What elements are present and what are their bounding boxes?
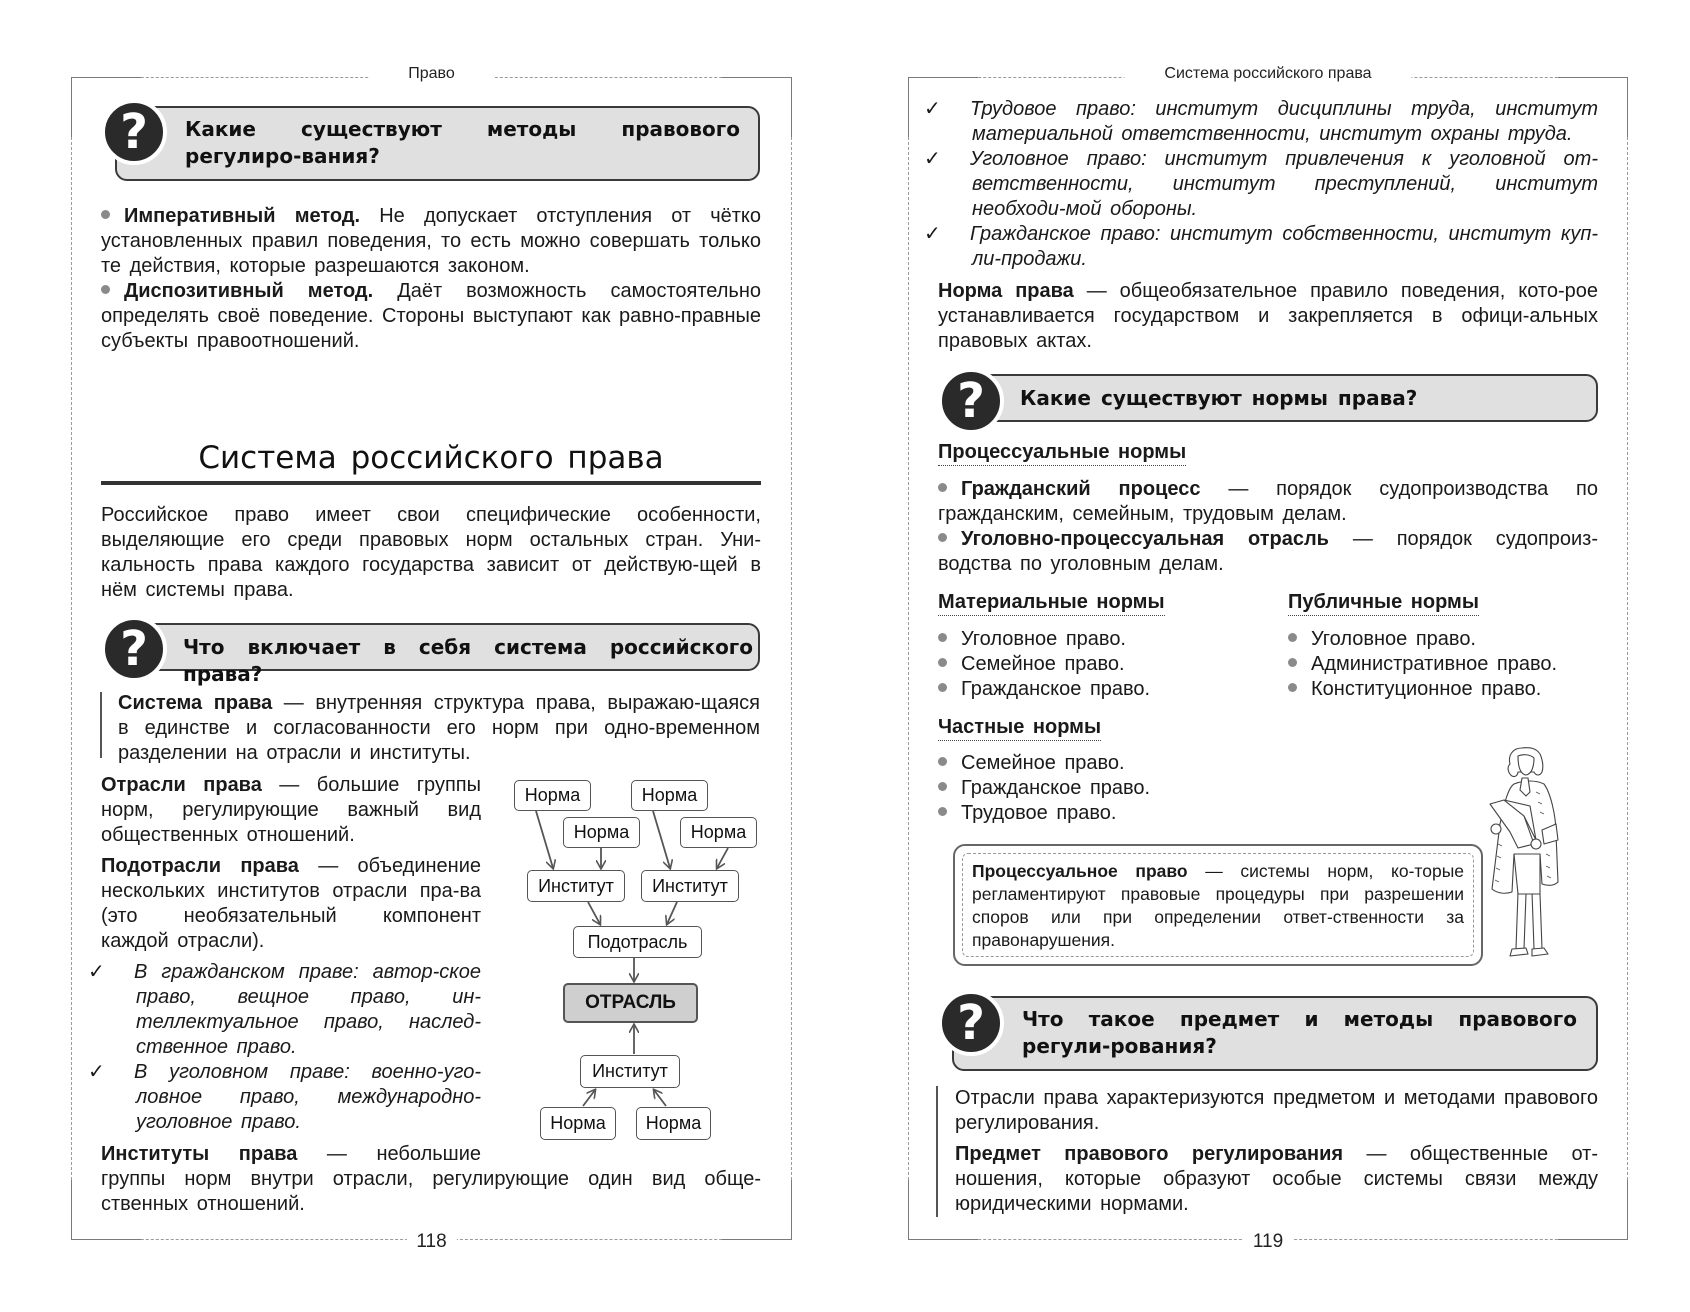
subject-definition (955, 1142, 1598, 1217)
diagram-subbranch: Подотрасль (573, 926, 702, 958)
question-box-norms (980, 374, 1598, 422)
diagram-norm: Норма (631, 780, 708, 811)
subheading-procedural: Процессуальные нормы (938, 440, 1186, 466)
question-box-system (143, 623, 760, 686)
diagram-norm: Норма (680, 817, 757, 848)
bullet-icon (1288, 633, 1297, 642)
public-item (1288, 652, 1557, 677)
procedural-criminal (938, 527, 1598, 577)
private-item (938, 776, 1150, 801)
diagram-norm: Норма (563, 817, 640, 848)
subbranches-definition (101, 854, 481, 954)
question-mark-icon: ? (938, 368, 1004, 434)
page-frame-left (908, 77, 909, 1240)
definition: — небольшие (297, 1143, 482, 1165)
checkmark-icon: ✓ (924, 98, 941, 120)
subheading-public: Публичные нормы (1288, 590, 1479, 616)
procedural-law-definition (972, 860, 1464, 952)
example-text: Гражданское право: институт собственности, институт куп-ли-продажи. (970, 223, 1598, 270)
item-text: Административное право. (1311, 653, 1558, 675)
term: Норма права (938, 280, 1074, 302)
quote-bar (100, 692, 102, 758)
diagram-institute: Институт (580, 1055, 680, 1088)
term: Система права (118, 692, 273, 714)
term: Предмет правового регулирования (955, 1143, 1344, 1165)
diagram-norm: Норма (636, 1107, 711, 1140)
item-text: Трудовое право. (961, 802, 1117, 824)
item-text: Конституционное право. (1311, 678, 1542, 700)
bullet-icon (938, 658, 947, 667)
checkmark-icon: ✓ (924, 223, 941, 245)
diagram-institute: Институт (641, 870, 739, 902)
page-frame-right (1627, 77, 1628, 1240)
definition: — общественные от-ношения, которые образуют особые системы связи между юридическими нормами. (955, 1143, 1598, 1215)
term: Гражданский процесс (961, 478, 1201, 500)
system-definition (118, 691, 760, 766)
example-text: В гражданском праве: автор-ское право, вещное право, ин-теллектуальное право, наслед-ственное право. (134, 961, 481, 1058)
subheading-private: Частные нормы (938, 715, 1101, 741)
public-item (1288, 627, 1476, 652)
section-title: Система российского права (198, 440, 664, 476)
diagram-branch: ОТРАСЛЬ (563, 983, 698, 1023)
norm-definition (938, 279, 1598, 354)
bullet-icon (101, 210, 110, 219)
method-imperative (101, 204, 761, 279)
term: Институты права (101, 1143, 298, 1165)
material-item (938, 677, 1150, 702)
item-text: Уголовное право. (1311, 628, 1476, 650)
term: Диспозитивный метод. (124, 280, 374, 302)
branches-definition (101, 773, 481, 848)
example-text: Уголовное право: институт привлечения к уголовной от-ветственности, институт преступлений, институт необходи-мой обороны. (970, 148, 1598, 220)
diagram-institute: Институт (527, 870, 625, 902)
definition: — порядок судопроизводства по гражданским, семейным, трудовым делам. (938, 478, 1599, 525)
page-number: 119 (1243, 1231, 1293, 1253)
bullet-icon (938, 757, 947, 766)
subbranch-example-criminal (88, 1060, 481, 1135)
definition: — системы норм, ко-торые регламентируют правовые процедуры при разрешении споров или при определении ответ-ственности за правонарушения. (972, 861, 1464, 950)
subheading-material: Материальные нормы (938, 590, 1165, 616)
procedural-civil (938, 477, 1598, 527)
section-title-rule (101, 481, 761, 485)
item-text: Уголовное право. (961, 628, 1126, 650)
private-item (938, 801, 1116, 826)
bullet-icon (938, 807, 947, 816)
item-text: Гражданское право. (961, 777, 1151, 799)
item-text: Семейное право. (961, 752, 1125, 774)
question-mark-icon: ? (101, 616, 167, 682)
public-item (1288, 677, 1541, 702)
material-item (938, 627, 1126, 652)
page-number: 118 (406, 1231, 456, 1253)
question-text: Какие существуют нормы права? (1020, 386, 1418, 410)
checkmark-icon: ✓ (924, 148, 941, 170)
man-reading-book-illustration (1484, 744, 1574, 969)
institutes-definition-continued: группы норм внутри отрасли, регулирующие один вид обще-ственных отношений. (101, 1168, 761, 1215)
example-text: Трудовое право: институт дисциплины труда, институт материальной ответственности, институт охраны труда. (970, 98, 1598, 145)
material-item (938, 652, 1125, 677)
bullet-icon (938, 533, 947, 542)
private-item (938, 751, 1125, 776)
definition: Не допускает отступления от чётко установленных правил поведения, то есть можно совершать только те действия, которые разрешаются законом. (101, 205, 762, 277)
example-text: В уголовном праве: военно-уго-ловное право, международно-уголовное право. (134, 1061, 481, 1133)
question-box-subject-methods (952, 996, 1598, 1071)
term: Подотрасли права (101, 855, 299, 877)
running-head: Право (368, 65, 495, 83)
term: Отрасли права (101, 774, 262, 796)
definition: — объединение нескольких институтов отрасли пра-ва (это необязательный компонент каждой отрасли). (101, 855, 481, 952)
bullet-icon (1288, 683, 1297, 692)
question-box-methods (115, 106, 760, 181)
institute-example-criminal (924, 147, 1598, 222)
method-dispositive (101, 279, 761, 354)
definition: — порядок судопроиз-водства по уголовным делам. (938, 528, 1598, 575)
page-frame-right (791, 77, 792, 1240)
institute-example-civil (924, 222, 1598, 272)
procedural-law-definition-box (953, 844, 1483, 966)
question-text: Что включает в себя система российского права? (183, 635, 753, 686)
bullet-icon (101, 285, 110, 294)
term: Уголовно-процессуальная отрасль (961, 528, 1329, 550)
subbranch-example-civil (88, 960, 481, 1060)
branches-characterized: Отрасли права характеризуются предметом и методами правового регулирования. (955, 1087, 1598, 1134)
institute-example-labor (924, 97, 1598, 147)
bullet-icon (1288, 658, 1297, 667)
item-text: Гражданское право. (961, 678, 1151, 700)
term: Императивный метод. (124, 205, 361, 227)
intro-paragraph: Российское право имеет свои специфические особенности, выделяющие его среди правовых норм остальных стран. Уни-кальность права каждого государства зависит от действую-щей в нём системы права. (101, 504, 761, 601)
item-text: Семейное право. (961, 653, 1125, 675)
checkmark-icon: ✓ (88, 1061, 105, 1083)
running-head: Система российского права (1124, 65, 1411, 83)
bullet-icon (938, 782, 947, 791)
bullet-icon (938, 683, 947, 692)
checkmark-icon: ✓ (88, 961, 105, 983)
question-text: Что такое предмет и методы правового регули-рования? (1022, 1007, 1577, 1058)
institutes-definition (101, 1142, 481, 1167)
definition: — внутренняя структура права, выражаю-щаяся в единстве и согласованности его норм при одно-временном разделении на отрасли и институты. (118, 692, 760, 764)
bullet-icon (938, 483, 947, 492)
diagram-norm: Норма (540, 1107, 616, 1140)
question-mark-icon: ? (938, 990, 1004, 1056)
page-frame-left (71, 77, 72, 1240)
definition: — общеобязательное правило поведения, кото-рое устанавливается государством и закрепляется в офици-альных правовых актах. (938, 280, 1598, 352)
bullet-icon (938, 633, 947, 642)
quote-bar (936, 1086, 938, 1217)
definition: — большие группы норм, регулирующие важный вид общественных отношений. (101, 774, 481, 846)
definition: Даёт возможность самостоятельно определять своё поведение. Стороны выступают как равно-правные субъекты правоотношений. (101, 280, 761, 352)
question-mark-icon: ? (101, 99, 167, 165)
diagram-norm: Норма (514, 780, 591, 811)
term: Процессуальное право (972, 861, 1188, 881)
question-text: Какие существуют методы правового регулиро-вания? (185, 117, 740, 168)
